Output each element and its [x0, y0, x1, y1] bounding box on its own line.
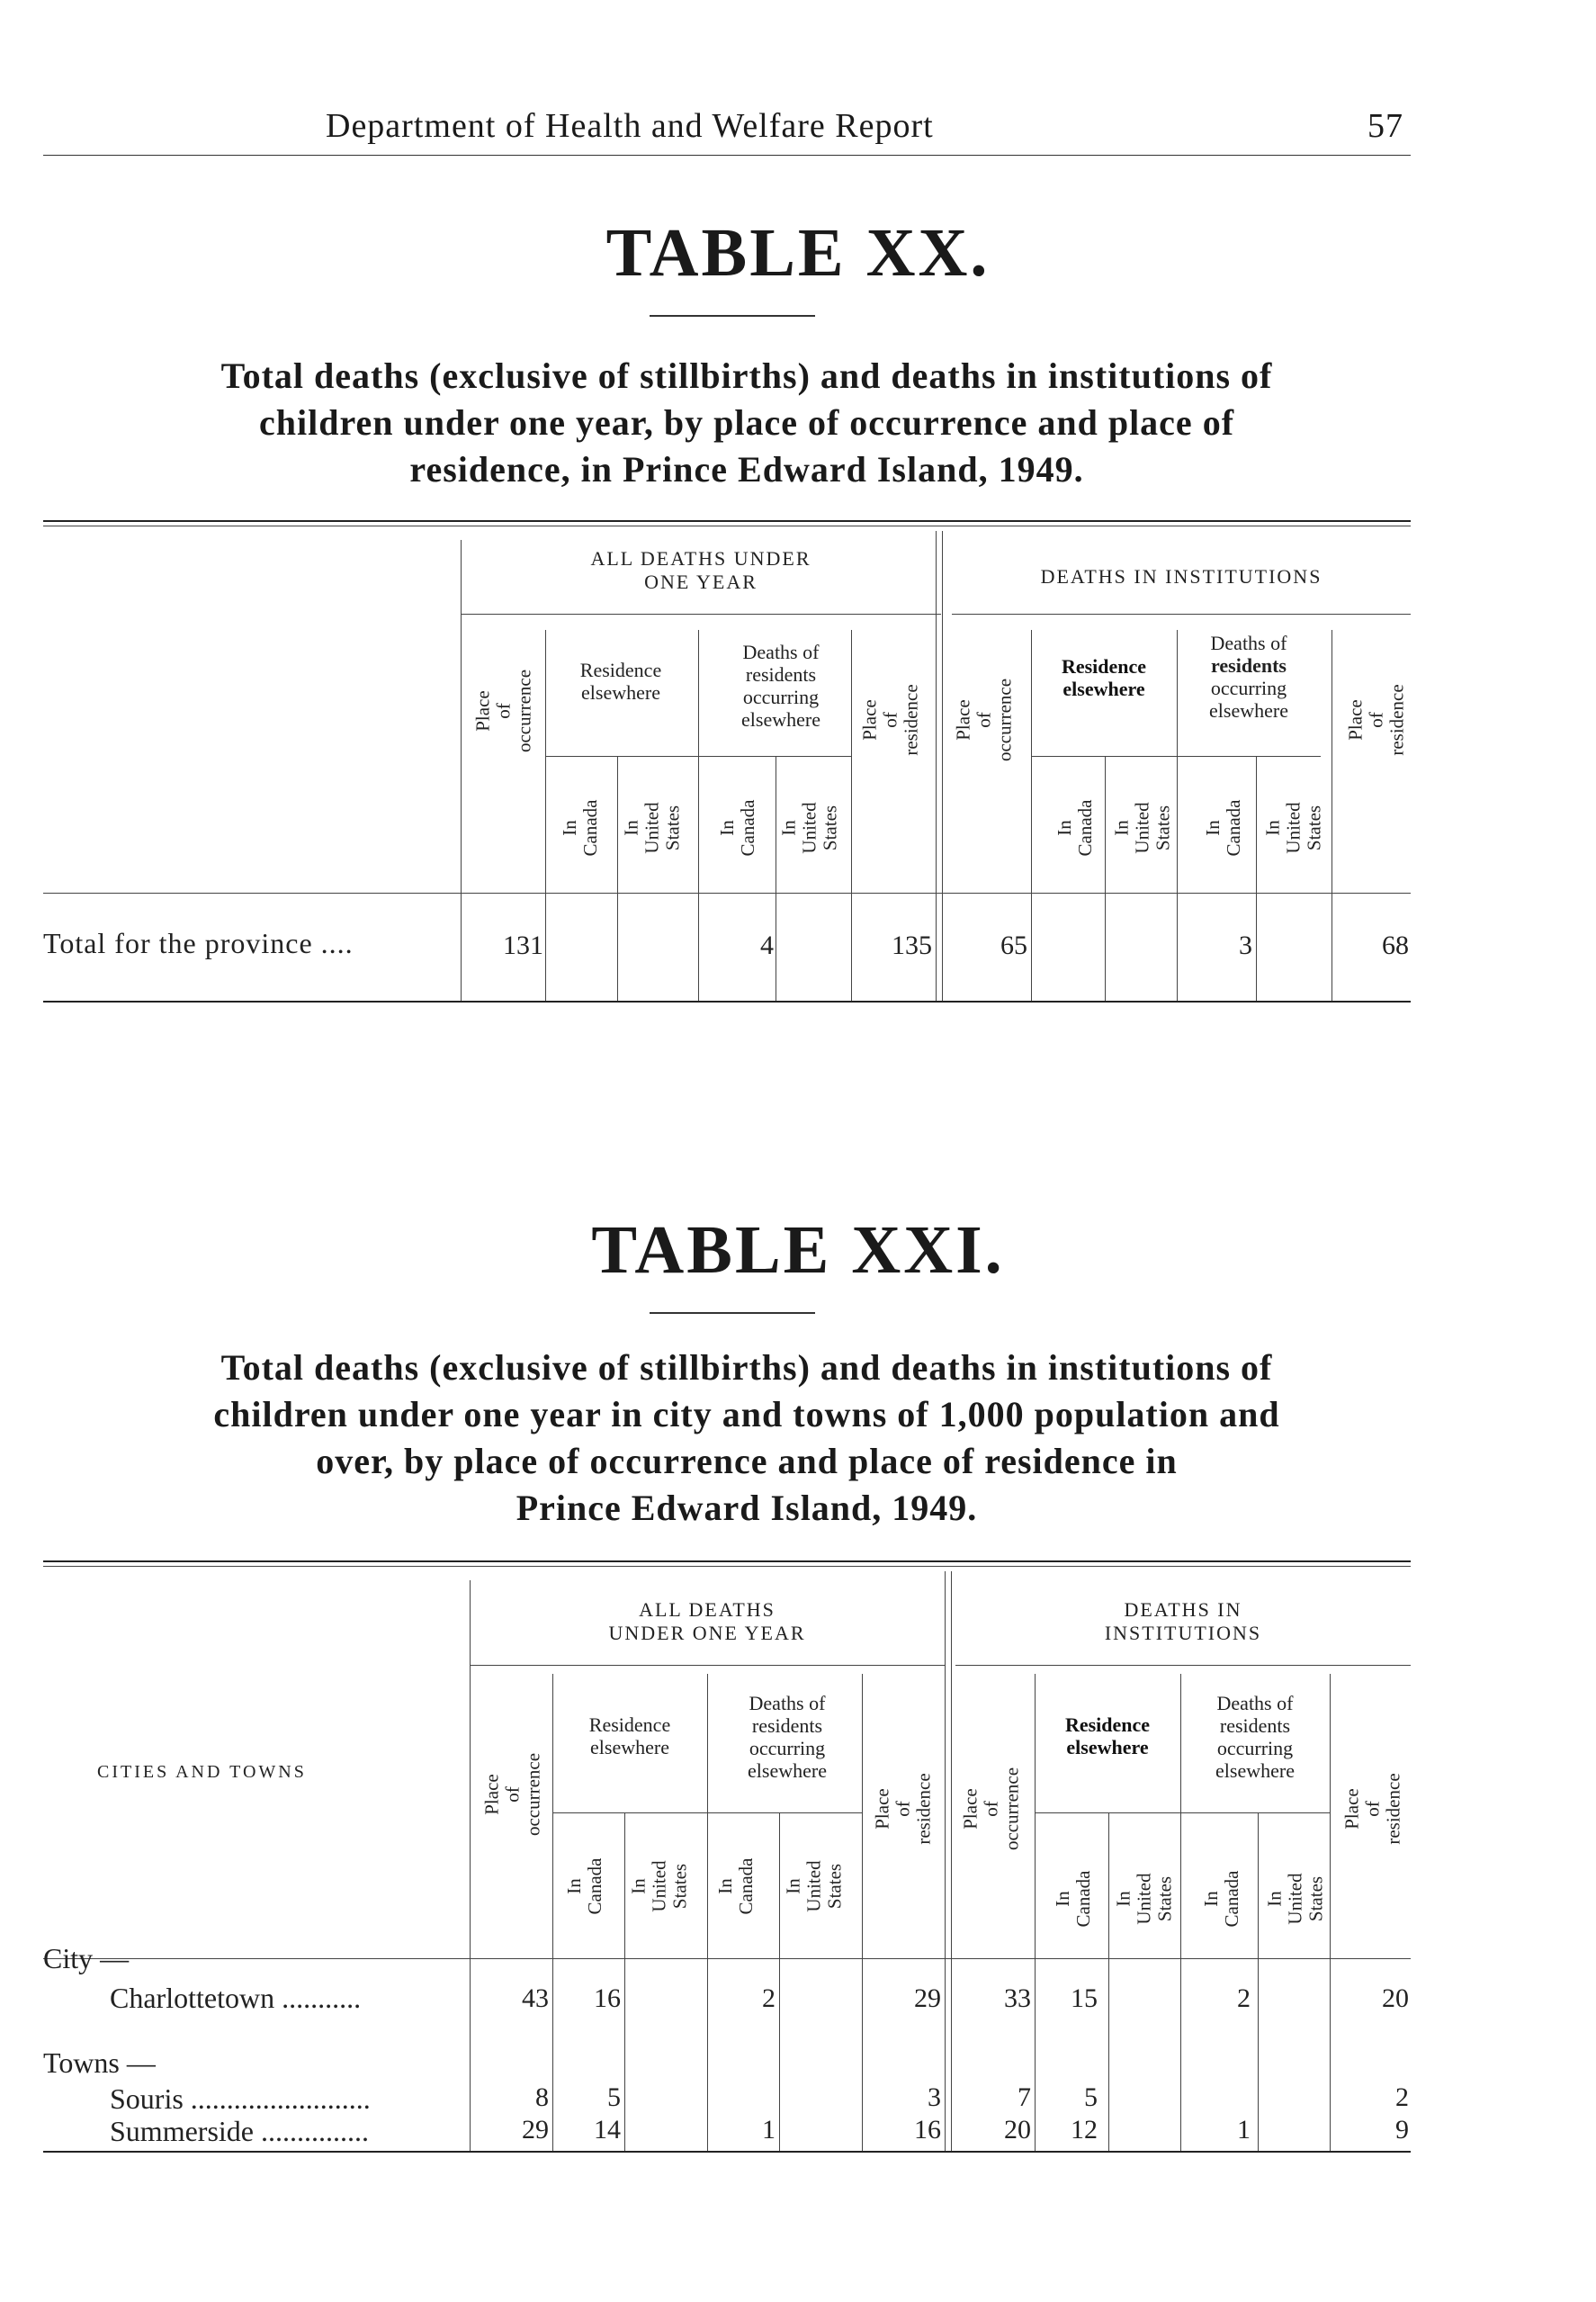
- deaths-residents-header: [1180, 1692, 1330, 1782]
- col-in-united-states: In United States: [1112, 1873, 1176, 1925]
- header-line: occurring: [742, 686, 820, 708]
- col-in-canada: In Canada: [1054, 799, 1096, 857]
- rule: [43, 2151, 1411, 2153]
- caption-line: Total deaths (exclusive of stillbirths) and deaths in institutions of: [220, 1347, 1273, 1388]
- cell-inst-res-canada: 15: [1071, 1983, 1098, 2013]
- rule: [43, 1566, 1411, 1567]
- rule: [945, 1571, 952, 2151]
- header-line: Residence: [1061, 655, 1147, 678]
- header-line: Deaths of: [1216, 1692, 1294, 1714]
- group-header-line: ALL DEATHS: [639, 1598, 776, 1621]
- group-header-institutions: [955, 1598, 1411, 1645]
- row-label: Charlottetown ...........: [110, 1982, 362, 2014]
- col-in-united-states: In United States: [1261, 802, 1325, 854]
- col-place-of-residence: Place of residence: [1340, 1773, 1404, 1845]
- caption-line: children under one year, by place of occurrence and place of: [258, 402, 1235, 443]
- residence-elsewhere-header: [552, 1713, 707, 1758]
- header-line: residents: [751, 1714, 823, 1737]
- rule: [1330, 1674, 1331, 2151]
- col-place-of-occurrence: Place of occurrence: [471, 669, 535, 753]
- cell-dor-canada: 2: [762, 1983, 776, 2013]
- header-line: elsewhere: [1209, 699, 1288, 722]
- col-in-canada: In Canada: [563, 1857, 605, 1915]
- cell-occurrence: 8: [535, 2082, 549, 2112]
- cell-residence: 16: [914, 2115, 941, 2145]
- col-in-canada: In Canada: [1202, 799, 1244, 857]
- rule: [43, 1958, 1411, 1959]
- rule: [624, 1812, 625, 2151]
- residence-elsewhere-header: [1035, 1713, 1180, 1758]
- stub-header: CITIES AND TOWNS: [97, 1762, 307, 1782]
- col-place-of-occurrence: Place of occurrence: [959, 1767, 1023, 1851]
- rule: [552, 1674, 553, 2151]
- cell-inst-res-canada: 5: [1084, 2082, 1098, 2112]
- header-line: elsewhere: [1215, 1759, 1295, 1782]
- col-place-of-residence: Place of residence: [871, 1773, 935, 1845]
- header-line: Residence: [588, 1713, 671, 1736]
- group-header-line: DEATHS IN INSTITUTIONS: [1040, 565, 1323, 588]
- rule: [862, 1674, 863, 2151]
- col-place-of-residence: Place of residence: [1344, 684, 1408, 756]
- deaths-residents-header: [707, 1692, 867, 1782]
- caption-line: children under one year in city and towns of 1,000 population and: [213, 1394, 1280, 1434]
- col-in-united-states: In United States: [777, 802, 841, 854]
- group-header-line: DEATHS IN: [1124, 1598, 1242, 1621]
- header-line: elsewhere: [741, 708, 820, 731]
- cell-occurrence: 43: [522, 1983, 549, 2013]
- rule: [1258, 1812, 1259, 2151]
- cell-inst-dor-canada: 3: [1239, 931, 1252, 960]
- group-header-line: ALL DEATHS UNDER: [590, 547, 811, 570]
- group-header-line: INSTITUTIONS: [1104, 1622, 1262, 1644]
- col-in-canada: In Canada: [716, 799, 758, 857]
- rule: [1035, 1674, 1036, 2151]
- caption-line: residence, in Prince Edward Island, 1949.: [409, 449, 1084, 490]
- running-header-title: Department of Health and Welfare Report: [326, 107, 934, 145]
- group-header-line: ONE YEAR: [644, 571, 758, 593]
- cell-inst-residence: 20: [1382, 1983, 1409, 2013]
- row-label: Souris .........................: [110, 2082, 371, 2115]
- header-line: Residence: [1064, 1713, 1151, 1736]
- header-line: Deaths of: [742, 641, 820, 663]
- col-in-united-states: In United States: [1263, 1873, 1327, 1925]
- cell-inst-residence: 2: [1395, 2082, 1409, 2112]
- header-line: occurring: [749, 1737, 826, 1759]
- cell-occurrence: 29: [522, 2115, 549, 2145]
- col-in-united-states: In United States: [782, 1860, 846, 1912]
- col-in-canada: In Canada: [1200, 1870, 1242, 1928]
- cell-res-canada: 5: [607, 2082, 621, 2112]
- group-header-all-deaths: [470, 1598, 945, 1645]
- cell-dor-canada: 1: [762, 2115, 776, 2145]
- table21-title: TABLE XXI.: [591, 1212, 1005, 1288]
- cell-res-canada: 16: [594, 1983, 621, 2013]
- header-line: residents: [1211, 654, 1287, 677]
- towns-heading: Towns —: [43, 2046, 156, 2079]
- header-line: elsewhere: [590, 1736, 669, 1758]
- cell-inst-residence: 9: [1395, 2115, 1409, 2145]
- cell-residence: 29: [914, 1983, 941, 2013]
- header-line: Deaths of: [1210, 632, 1287, 654]
- header-line: Deaths of: [749, 1692, 826, 1714]
- cell-inst-occurrence: 20: [1004, 2115, 1031, 2145]
- group-header-line: UNDER ONE YEAR: [608, 1622, 806, 1644]
- col-in-canada: In Canada: [714, 1857, 757, 1915]
- cell-inst-dor-canada: 2: [1237, 1983, 1251, 2013]
- rule: [955, 1665, 1411, 1666]
- cell-inst-occurrence: 33: [1004, 1983, 1031, 2013]
- page-number: 57: [1367, 107, 1403, 145]
- col-place-of-occurrence: Place of occurrence: [480, 1752, 544, 1837]
- header-line: elsewhere: [1063, 678, 1145, 700]
- header-line: elsewhere: [748, 1759, 827, 1782]
- cell-residence: 135: [892, 931, 932, 960]
- cell-inst-occurrence: 65: [1000, 931, 1027, 960]
- col-in-united-states: In United States: [620, 802, 684, 854]
- rule: [1108, 1812, 1109, 2151]
- city-heading: City —: [43, 1942, 130, 1974]
- header-line: residents: [1219, 1714, 1291, 1737]
- rule: [470, 1580, 471, 2151]
- header-line: elsewhere: [581, 681, 660, 704]
- header-line: Residence: [579, 659, 662, 681]
- cell-occurrence: 131: [503, 931, 543, 960]
- rule: [1180, 1674, 1181, 2151]
- rule: [470, 1665, 945, 1666]
- header-line: occurring: [1210, 677, 1287, 699]
- col-place-of-occurrence: Place of occurrence: [952, 678, 1016, 762]
- rule: [43, 1560, 1411, 1562]
- col-in-united-states: In United States: [627, 1860, 691, 1912]
- cell-inst-occurrence: 7: [1018, 2082, 1031, 2112]
- cell-residence: 3: [928, 2082, 941, 2112]
- cell-dor-canada: 4: [760, 931, 774, 960]
- col-in-canada: In Canada: [1052, 1870, 1094, 1928]
- header-line: residents: [745, 663, 817, 686]
- col-place-of-residence: Place of residence: [858, 684, 922, 756]
- rule: [707, 1674, 708, 2151]
- caption-line: over, by place of occurrence and place of residence in: [316, 1441, 1178, 1481]
- rule: [1035, 1812, 1330, 1813]
- col-in-united-states: In United States: [1110, 802, 1174, 854]
- cell-res-canada: 14: [594, 2115, 621, 2145]
- table20-title: TABLE XX.: [605, 215, 991, 291]
- cell-inst-res-canada: 12: [1071, 2115, 1098, 2145]
- row-label-total: Total for the province ....: [43, 927, 354, 959]
- row-label: Summerside ...............: [110, 2115, 369, 2147]
- caption-line: Prince Edward Island, 1949.: [516, 1488, 978, 1528]
- header-line: occurring: [1216, 1737, 1294, 1759]
- cell-inst-residence: 68: [1382, 931, 1409, 960]
- caption-line: Total deaths (exclusive of stillbirths) and deaths in institutions of: [220, 355, 1273, 396]
- rule: [779, 1812, 780, 2151]
- col-in-canada: In Canada: [559, 799, 601, 857]
- header-line: elsewhere: [1066, 1736, 1149, 1758]
- cell-inst-dor-canada: 1: [1237, 2115, 1251, 2145]
